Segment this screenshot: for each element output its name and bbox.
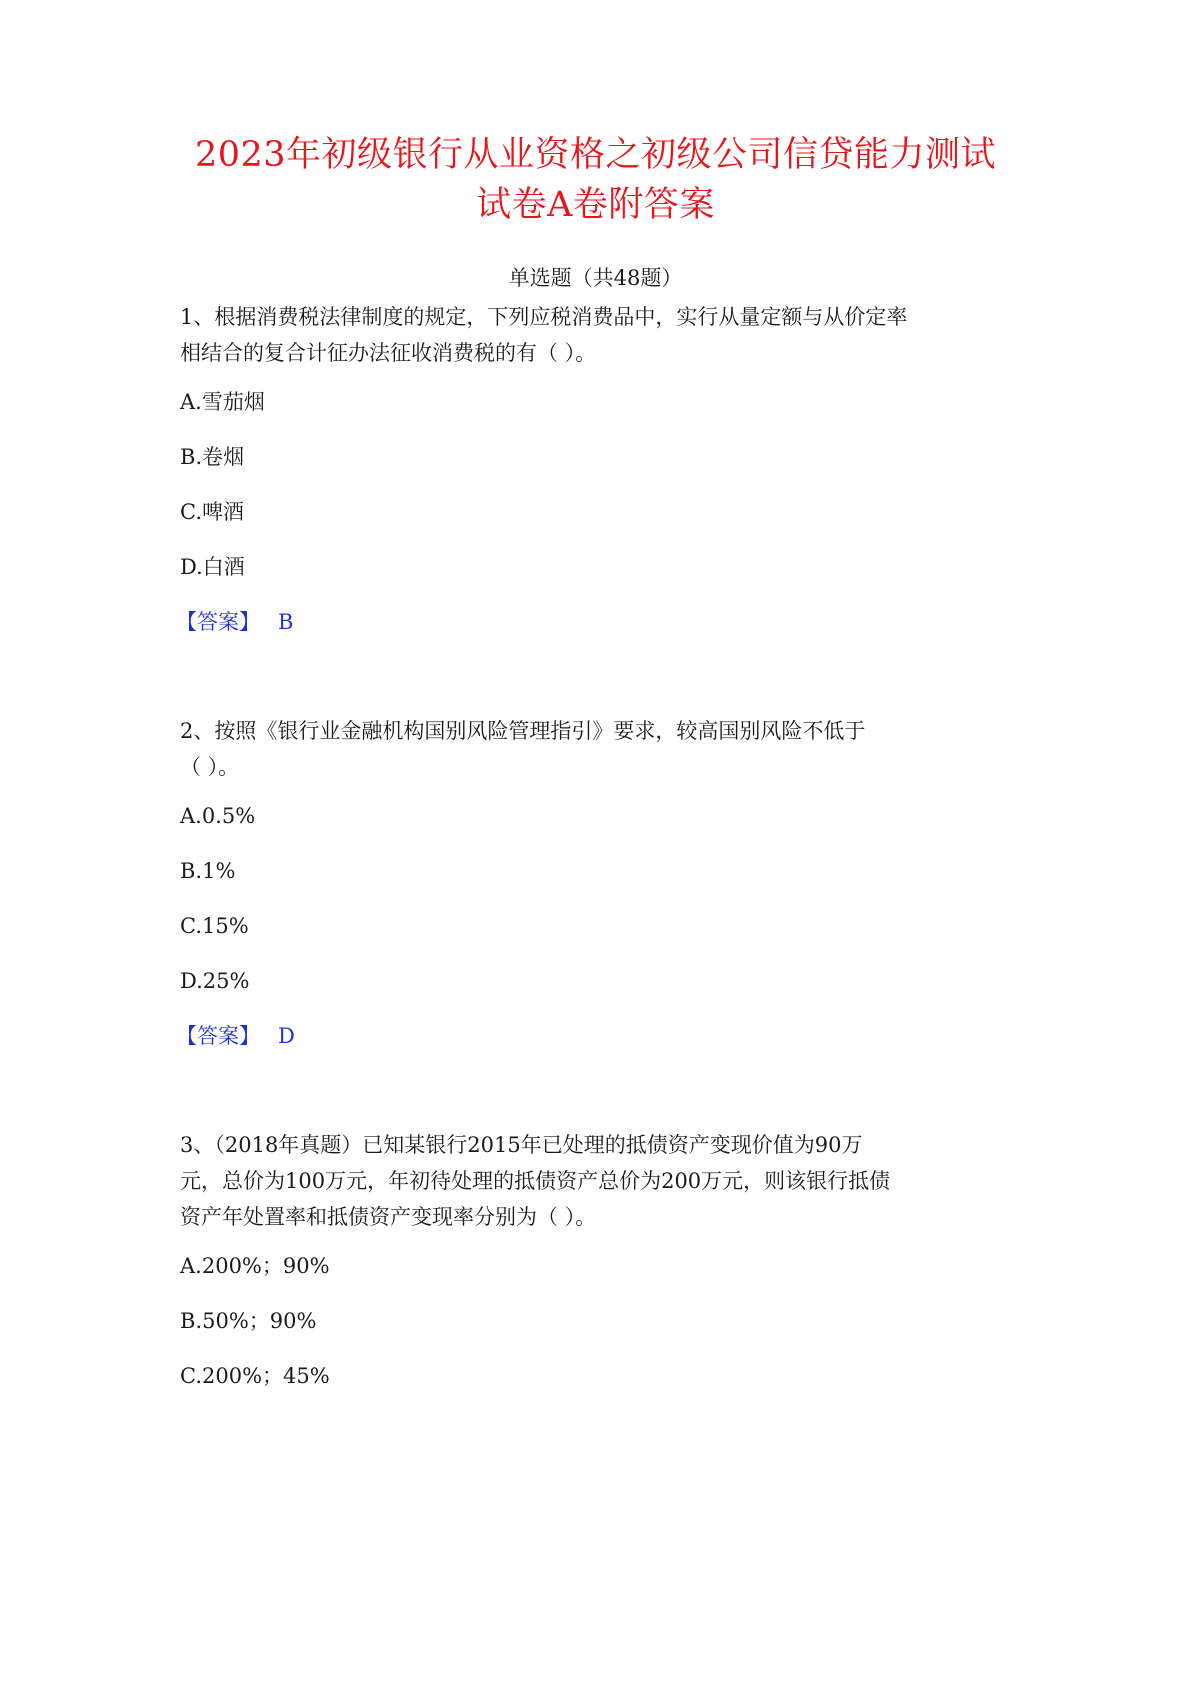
question-2-option-b: B.1% xyxy=(180,859,236,883)
answer-value: D xyxy=(278,1024,295,1048)
question-2-option-c: C.15% xyxy=(180,914,249,938)
question-1-answer xyxy=(176,608,293,636)
question-2-option-a: A.0.5% xyxy=(180,804,256,828)
question-3-option-b: B.50%；90% xyxy=(180,1309,317,1333)
document-title-line-2: 试卷A卷附答案 xyxy=(476,185,715,225)
question-1-option-c: C.啤酒 xyxy=(180,500,244,524)
question-1-option-d: D.白酒 xyxy=(180,555,245,579)
question-2-text-line-1: 2、按照《银行业金融机构国别风险管理指引》要求，较高国别风险不低于 xyxy=(180,719,866,743)
question-3-text-line-2: 元，总价为100万元，年初待处理的抵债资产总价为200万元，则该银行抵债 xyxy=(180,1169,891,1193)
question-1-text-line-2: 相结合的复合计征办法征收消费税的有（ ）。 xyxy=(180,341,597,365)
question-1-text-line-1: 1、根据消费税法律制度的规定，下列应税消费品中，实行从量定额与从价定率 xyxy=(180,305,908,329)
question-2-option-d: D.25% xyxy=(180,969,250,993)
question-1-option-a: A.雪茄烟 xyxy=(180,390,265,414)
question-2-answer xyxy=(176,1022,295,1050)
question-1-option-b: B.卷烟 xyxy=(180,445,245,469)
question-3-option-c: C.200%；45% xyxy=(180,1364,330,1388)
answer-label: 【答案】 xyxy=(176,1024,260,1048)
section-heading: 单选题（共48题） xyxy=(508,266,683,290)
question-3-text-line-3: 资产年处置率和抵债资产变现率分别为（ ）。 xyxy=(180,1205,597,1229)
answer-value: B xyxy=(278,610,294,634)
question-3-text-line-1: 3、（2018年真题）已知某银行2015年已处理的抵债资产变现价值为90万 xyxy=(180,1133,863,1157)
answer-label: 【答案】 xyxy=(176,610,260,634)
document-title-line-1: 2023年初级银行从业资格之初级公司信贷能力测试 xyxy=(194,135,997,175)
question-3-option-a: A.200%；90% xyxy=(180,1254,330,1278)
question-2-text-line-2: （ ）。 xyxy=(180,755,240,779)
